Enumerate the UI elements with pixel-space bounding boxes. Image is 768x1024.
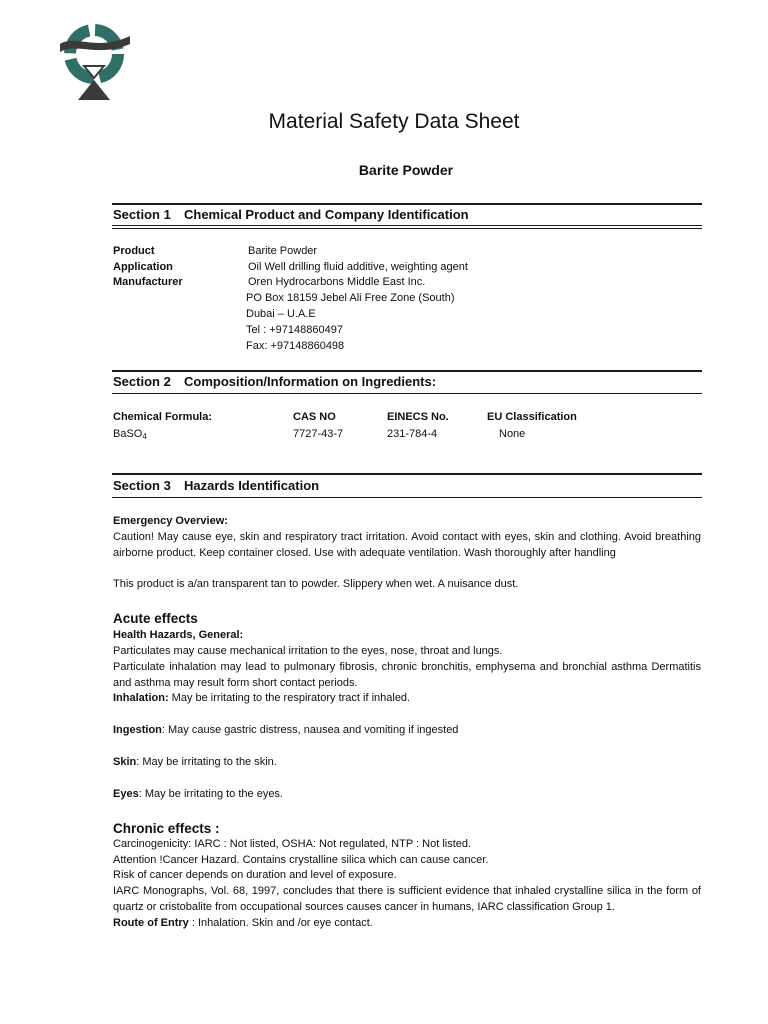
section-title: Hazards Identification [184,478,320,493]
chronic-line: Carcinogenicity: IARC : Not listed, OSHA: Not regulated, NTP : Not listed. [113,838,472,850]
section-rule-bottom [112,393,702,394]
manufacturer-label: Manufacturer [113,276,183,288]
route-of-entry-line [113,916,373,930]
product-heading: Barite Powder [358,162,454,178]
section-number: Section 3 [113,478,171,493]
product-description: This product is a/an transparent tan to powder. Slippery when wet. A nuisance dust. [113,578,519,590]
document-title: Material Safety Data Sheet [268,110,520,133]
section-rule-bottom [112,497,702,498]
cas-value: 7727-43-7 [293,428,344,440]
health-hazards-label: Health Hazards, General: [113,629,244,641]
manufacturer-value: Oren Hydrocarbons Middle East Inc. [248,276,426,288]
company-logo [56,18,134,102]
health-hazards-line: Particulates may cause mechanical irritation to the eyes, nose, throat and lungs. [113,645,503,657]
application-label: Application [113,261,173,273]
product-value: Barite Powder [248,245,318,257]
inhalation-line [113,691,410,705]
chronic-effects-heading: Chronic effects : [113,821,220,836]
fax-line: Fax: +97148860498 [246,340,345,352]
ingestion-label: Ingestion [113,724,162,736]
section-2-heading [113,374,436,390]
cas-header: CAS NO [293,411,336,423]
section-title: Chemical Product and Company Identification [184,207,469,222]
inhalation-label: Inhalation: [113,692,169,704]
inhalation-text: May be irritating to the respiratory tract if inhaled. [168,692,411,704]
section-number: Section 2 [113,374,171,389]
section-rule-bottom [112,225,702,226]
einecs-header: EINECS No. [387,411,449,423]
eyes-label: Eyes [113,788,139,800]
formula-subscript: 4 [142,432,147,441]
section-title: Composition/Information on Ingredients: [184,374,437,389]
eyes-text: : May be irritating to the eyes. [138,788,283,800]
route-of-entry-text: : Inhalation. Skin and /or eye contact. [188,917,373,929]
section-rule-top [112,370,702,372]
acute-effects-heading: Acute effects [113,611,198,626]
chronic-line: IARC Monographs, Vol. 68, 1997, concludes that there is sufficient evidence that inhaled crystalline silica in the form of quartz or cristobalite from occupational sources causes cancer in humans, IARC classification Group 1. [113,885,701,913]
application-value: Oil Well drilling fluid additive, weighting agent [248,261,468,273]
formula-base: BaSO [113,428,143,440]
skin-label: Skin [113,756,137,768]
formula-header: Chemical Formula: [113,411,213,423]
section-3-heading [113,478,319,494]
route-of-entry-label: Route of Entry [113,917,189,929]
product-label: Product [113,245,155,257]
section-rule-top [112,203,702,205]
health-hazards-line: Particulate inhalation may lead to pulmonary fibrosis, chronic bronchitis, emphysema and bronchial asthma Dermatitis and asthma may result form short contact periods. [113,661,701,689]
eu-class-header: EU Classification [487,411,577,423]
ingestion-text: : May cause gastric distress, nausea and vomiting if ingested [161,724,459,736]
section-rule-top [112,473,702,475]
address-line: PO Box 18159 Jebel Ali Free Zone (South) [246,292,455,304]
skin-line [113,755,277,769]
skin-text: : May be irritating to the skin. [136,756,277,768]
section-rule-bottom-2 [112,228,702,229]
address-line: Dubai – U.A.E [246,308,316,320]
section-number: Section 1 [113,207,171,222]
section-1-heading [113,207,469,223]
einecs-value: 231-784-4 [387,428,438,440]
chronic-line: Attention !Cancer Hazard. Contains crystalline silica which can cause cancer. [113,854,489,866]
formula-value [113,427,147,441]
emergency-overview-text: Caution! May cause eye, skin and respiratory tract irritation. Avoid contact with eyes, skin and clothing. Avoid breathing airborne product. Keep container closed. Use with adequate ventilation. Wash thoroughly after handling [113,531,701,559]
emergency-overview-label: Emergency Overview: [113,515,228,527]
chronic-line: Risk of cancer depends on duration and level of exposure. [113,869,397,881]
phone-line: Tel : +97148860497 [246,324,343,336]
eu-class-value: None [499,428,526,440]
ingestion-line [113,723,458,737]
eyes-line [113,787,283,801]
